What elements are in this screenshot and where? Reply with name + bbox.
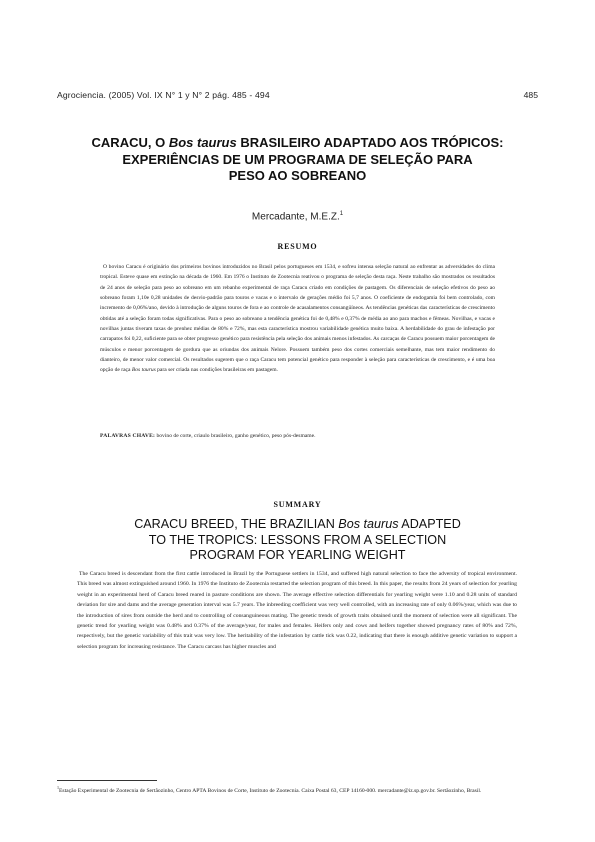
title-line-3: PESO AO SOBREANO (228, 168, 367, 183)
keywords (100, 432, 495, 441)
resumo-text: O bovino Caracu é originário dos primeiros bovinos introduzidos no Brasil pelos portugueses em 1534, e sofreu intensa seleção natural ao enfrentar as adversidades do clima tropical. Esteve quase em extinção na década de 1960. Em 1976 o Instituto de Zootecnia reativou o programa de seleção desta raça. Neste trabalho são mostrados os resultados de 24 anos de seleção para peso ao sobreano em um rebanho experimental de raça Caracu criado em condições de pastagem. Os diferenciais de seleção efetivos do peso ao sobreano foram 1,10e 0,28 unidades de desvio-padrão para touros e vacas e o intervalo de gerações médio foi 5,7 anos. O coeficiente de endogamia foi bem controlado, com incremento de 0,06%/ano, devido à introdução de alguns touros de fora e ao controle de acasalamentos consangüíneos. As tendências genéticas das características de crescimento obtidas até a seleção foram todas significativas. Para o peso ao sobreano a tendência genética foi de 0,48% e 0,37% de média ao ano para machos e fêmeas. Novilhas, e vacas e novilhas juntas tiveram taxas de prenhez médias de 80% e 72%, mas esta característica mostrou variabilidade genética muito baixa. A herdabilidade do grau de infestação por carrapatos foi 0,22, suficiente para se obter progresso genético para resistência pela seleção dos animais menos infestados. As carcaças de Caracu possuem maior porcentagem de músculos e menor porcentagem de gordura que as oriundas dos animais Nelore. Possuem também peso dos cortes comerciais semelhante, mas tem maior rendimento do dianteiro, de menor valor comercial. Os resultados sugerem que o raça Caracu tem potencial genético para responder à seleção para características de crescimento, e é uma boa opção de raça (100, 264, 495, 374)
english-title-italic-species: Bos taurus (338, 517, 399, 531)
resumo-italic-species: Bos taurus (131, 367, 156, 374)
english-title-line-1 (57, 517, 538, 533)
english-title-line-3: PROGRAM FOR YEARLING WEIGHT (189, 548, 406, 563)
footnote (57, 783, 518, 796)
english-title (57, 517, 538, 564)
english-title-text: CARACU BREED, THE BRAZILIAN (134, 517, 339, 531)
english-title-text: ADAPTED (398, 517, 461, 531)
summary-paragraph: The Caracu breed is descendant from the first cattle introduced in Brazil by the Portuguese settlers in 1534, and suffered high natural selection to face the adversity of tropical environment. This breed was almost extinguished around 1960. In 1976 the Instituto de Zootecnia restarted the selection program of this breed. In this paper, the results from 24 years of selection for yearling weight in an experimental herd of Caracu breed reared in pasture conditions are shown. The average effective selection differentials for yearling weight were 1.10 and 0.28 units of standard deviation for sire and dams and the average generation interval was 5.7 years. The inbreeding coefficient was very well controlled, with an increasing rate of only 0.06%/year, which was due to the introduction of sires from outside the herd and to controlling of consanguineous mating. The genetic trends of growth traits obtained until the moment of selection were all significant. The genetic trend for yearling weight was 0.48% and 0.37% of the average/year, for males and females. Heifers only and cows and heifers together showed pregnancy rates of 80% and 72%, respectively, but the genetic variability of this trait was very low. The heritability of the infestation by cattle tick was 0.22, indicating that there is enough additive genetic variation to support a selection program for increasing resistance. The Caracu carcass has higher muscles and (77, 571, 517, 650)
keywords-label: PALAVRAS CHAVE: (100, 433, 156, 439)
english-title-line-2: TO THE TROPICS: LESSONS FROM A SELECTION (148, 532, 447, 547)
resumo-paragraph (100, 262, 495, 376)
title-text: CARACU, O (91, 135, 169, 150)
footnote-mark: 1 (57, 785, 59, 790)
page-number: 485 (523, 90, 538, 100)
title-line-1 (57, 135, 538, 152)
title-italic-species: Bos taurus (168, 135, 237, 150)
author-footnote-mark: 1 (339, 211, 344, 217)
author-name: Mercadante, M.E.Z. (251, 211, 340, 223)
footnote-text: Estação Experimental de Zootecnia de Sertãozinho, Centro APTA Bovinos de Corte, Instituto de Zootecnia. Caixa Postal 63, CEP 14160-000. mercadante@iz.sp.gov.br. Sertãozinho, Brasil. (59, 787, 482, 794)
resumo-heading: RESUMO (277, 242, 318, 251)
author-line (57, 211, 538, 222)
summary-abstract (77, 569, 517, 652)
title-text: BRASILEIRO ADAPTADO AOS TRÓPICOS: (236, 135, 504, 150)
running-header (57, 90, 538, 104)
resumo-abstract (100, 262, 495, 376)
footnote-divider (57, 780, 157, 781)
summary-heading: SUMMARY (273, 500, 322, 509)
title-line-2: EXPERIÊNCIAS DE UM PROGRAMA DE SELEÇÃO PARA (122, 151, 473, 167)
journal-citation: Agrociencia. (2005) Vol. IX N° 1 y N° 2 pág. 485 - 494 (57, 90, 270, 100)
resumo-text-end: para ser criada nas condições brasileiras em pastagem. (155, 367, 278, 374)
keywords-text: bovino de corte, criaulo brasileiro, ganho genético, peso pós-desmame. (155, 433, 316, 439)
paper-title (57, 135, 538, 185)
